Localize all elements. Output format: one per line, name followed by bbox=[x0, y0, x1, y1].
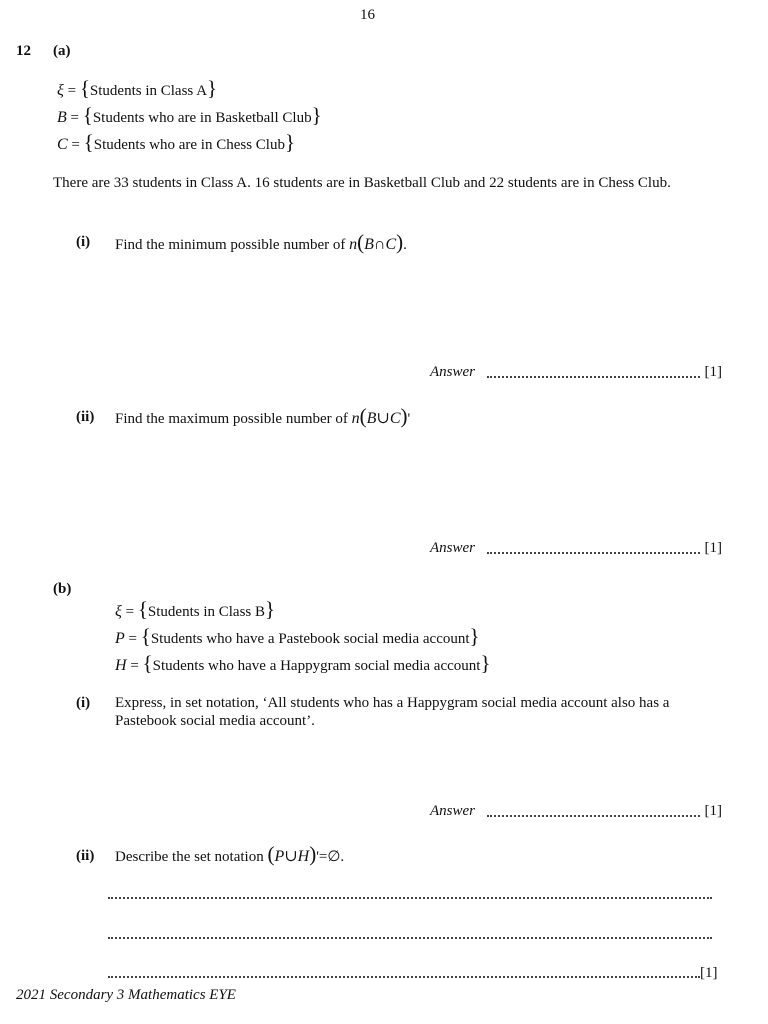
question-number: 12 bbox=[16, 43, 31, 59]
set-def-universal-b: ξ = {Students in Class B} bbox=[115, 597, 276, 621]
part-b-ii-question: Describe the set notation (P∪H)'=∅. bbox=[115, 842, 345, 866]
answer-dotted-line bbox=[487, 815, 700, 817]
answer-label: Answer bbox=[430, 540, 475, 556]
footer: 2021 Secondary 3 Mathematics EYE bbox=[16, 987, 236, 1003]
answer-label: Answer bbox=[430, 364, 475, 380]
answer-dotted-line-b-ii-1[interactable] bbox=[108, 897, 712, 899]
set-def-c: C = {Students who are in Chess Club} bbox=[57, 130, 296, 154]
answer-dotted-line-b-ii-3[interactable] bbox=[108, 976, 700, 978]
answer-dotted-line-b-ii-2[interactable] bbox=[108, 937, 712, 939]
answer-dotted-line bbox=[487, 376, 700, 378]
set-def-universal-a: ξ = {Students in Class A} bbox=[57, 76, 218, 100]
part-b-ii-label: (ii) bbox=[76, 848, 95, 864]
part-a-i-label: (i) bbox=[76, 234, 91, 250]
marks-label: [1] bbox=[700, 965, 718, 981]
answer-line-a-ii[interactable] bbox=[430, 539, 722, 559]
marks-label: [1] bbox=[704, 364, 722, 380]
part-a-label: (a) bbox=[53, 43, 71, 59]
page-number: 16 bbox=[360, 7, 375, 23]
answer-line-b-i[interactable] bbox=[430, 802, 722, 822]
part-a-ii-label: (ii) bbox=[76, 409, 95, 425]
set-def-h: H = {Students who have a Happygram social media account} bbox=[115, 651, 491, 675]
marks-label: [1] bbox=[704, 803, 722, 819]
part-b-label: (b) bbox=[53, 581, 72, 597]
answer-label: Answer bbox=[430, 803, 475, 819]
answer-line-a-i[interactable] bbox=[430, 363, 722, 383]
set-def-p: P = {Students who have a Pastebook social media account} bbox=[115, 624, 480, 648]
part-a-ii-question: Find the maximum possible number of n(B∪C)' bbox=[115, 404, 411, 428]
part-a-i-question: Find the minimum possible number of n(B∩C). bbox=[115, 230, 407, 254]
part-b-i-question: Express, in set notation, ‘All students who has a Happygram social media account also has a Pastebook social media account’. bbox=[115, 695, 670, 729]
answer-dotted-line bbox=[487, 552, 700, 554]
set-def-b: B = {Students who are in Basketball Club} bbox=[57, 103, 322, 127]
marks-label: [1] bbox=[704, 540, 722, 556]
part-a-intro: There are 33 students in Class A. 16 students are in Basketball Club and 22 students are in Chess Club. bbox=[53, 175, 671, 191]
part-b-i-label: (i) bbox=[76, 695, 91, 711]
